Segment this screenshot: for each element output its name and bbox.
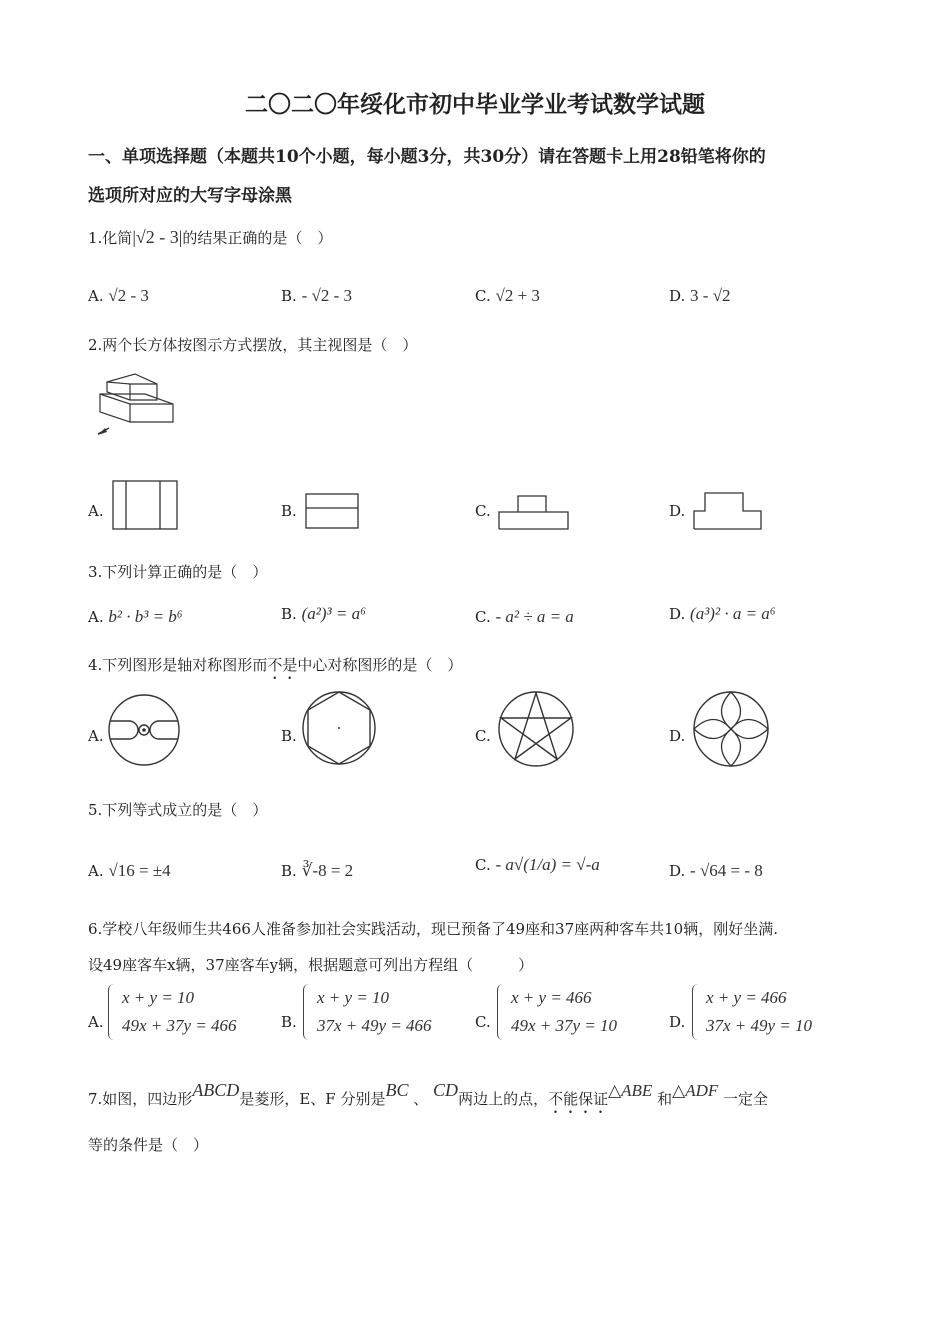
question-6-line2: 设49座客车x辆，37座客车y辆，根据题意可列出方程组（ ） xyxy=(88,956,534,974)
q4-option-c-figure xyxy=(497,690,575,768)
q2-option-d-figure xyxy=(693,491,763,531)
q3-option-a[interactable]: A. b² · b³ = b⁶ xyxy=(88,607,183,626)
q2-option-b-figure xyxy=(305,493,359,529)
q4-option-d[interactable]: D. xyxy=(669,727,686,745)
q2-option-c[interactable]: C. xyxy=(475,502,491,520)
question-6-line1: 6.学校八年级师生共466人准备参加社会实践活动，现已预备了49座和37座两种客车共10辆，刚好坐满. xyxy=(88,920,778,938)
q2-stacked-boxes-figure xyxy=(95,372,180,438)
q4-option-a[interactable]: A. xyxy=(88,727,104,745)
q6-option-b[interactable]: B. xyxy=(281,1013,297,1031)
q2-option-a[interactable]: A. xyxy=(88,502,104,520)
q6-option-c[interactable]: C. xyxy=(475,1013,491,1031)
q4-option-c[interactable]: C. xyxy=(475,727,491,745)
q1-option-a[interactable]: A. √2 - 3 xyxy=(88,286,149,305)
q5-option-c[interactable]: C. - a√(1/a) = √-a xyxy=(475,855,600,874)
brace xyxy=(108,984,117,1040)
q4-option-b-figure xyxy=(301,690,377,766)
q5-option-a[interactable]: A. √16 = ±4 xyxy=(88,861,171,880)
question-4-stem: 4.下列图形是轴对称图形而不是中心对称图形的是（ ） xyxy=(88,656,463,674)
q3-option-c[interactable]: C. - a² ÷ a = a xyxy=(475,607,574,626)
page-title: 二〇二〇年绥化市初中毕业学业考试数学试题 xyxy=(245,91,705,118)
question-1-stem: 1.化简|√2 - 3|的结果正确的是（ ） xyxy=(88,227,333,247)
q2-option-c-figure xyxy=(498,494,570,530)
q1-option-d[interactable]: D. 3 - √2 xyxy=(669,286,731,305)
q2-option-a-figure xyxy=(112,480,178,530)
q1-option-b[interactable]: B. - √2 - 3 xyxy=(281,286,352,305)
brace xyxy=(692,984,701,1040)
question-5-stem: 5.下列等式成立的是（ ） xyxy=(88,801,268,819)
section-heading-line2: 选项所对应的大写字母涂黑 xyxy=(88,186,292,206)
question-7-line1: 7.如图，四边形ABCD是菱形，E、F 分别是BC 、 CD两边上的点，不能保证△ABE 和△ADF 一定全 xyxy=(88,1080,769,1108)
q4-option-b[interactable]: B. xyxy=(281,727,297,745)
q6-option-b-system: x + y = 10 37x + 49y = 466 xyxy=(303,984,432,1040)
q2-option-d[interactable]: D. xyxy=(669,502,686,520)
q5-option-d[interactable]: D. - √64 = - 8 xyxy=(669,861,763,880)
q4-option-a-figure xyxy=(107,693,181,767)
q3-option-b[interactable]: B. (a²)³ = a⁶ xyxy=(281,604,366,623)
q1-option-c[interactable]: C. √2 + 3 xyxy=(475,286,540,305)
q6-option-a-system: x + y = 10 49x + 37y = 466 xyxy=(108,984,237,1040)
q4-emphasis-not: 不是 xyxy=(267,656,298,674)
brace xyxy=(497,984,506,1040)
q2-option-b[interactable]: B. xyxy=(281,502,297,520)
q6-option-d[interactable]: D. xyxy=(669,1013,686,1031)
q6-option-d-system: x + y = 466 37x + 49y = 10 xyxy=(692,984,812,1040)
q7-emphasis-cannot-guarantee: 不能保证 xyxy=(548,1090,609,1108)
section-heading-line1: 一、单项选择题（本题共10个小题，每小题3分，共30分）请在答题卡上用28铅笔将你的 xyxy=(88,147,766,167)
q4-option-d-figure xyxy=(692,690,770,768)
q5-option-b[interactable]: B. ∛-8 = 2 xyxy=(281,861,354,880)
q1-abs-expression: |√2 - 3| xyxy=(132,227,183,247)
q6-option-a[interactable]: A. xyxy=(88,1013,104,1031)
q3-option-d[interactable]: D. (a³)² · a = a⁶ xyxy=(669,604,776,623)
question-7-line2: 等的条件是（ ） xyxy=(88,1136,209,1154)
question-3-stem: 3.下列计算正确的是（ ） xyxy=(88,563,268,581)
question-2-stem: 2.两个长方体按图示方式摆放，其主视图是（ ） xyxy=(88,336,418,354)
q6-option-c-system: x + y = 466 49x + 37y = 10 xyxy=(497,984,617,1040)
brace xyxy=(303,984,312,1040)
